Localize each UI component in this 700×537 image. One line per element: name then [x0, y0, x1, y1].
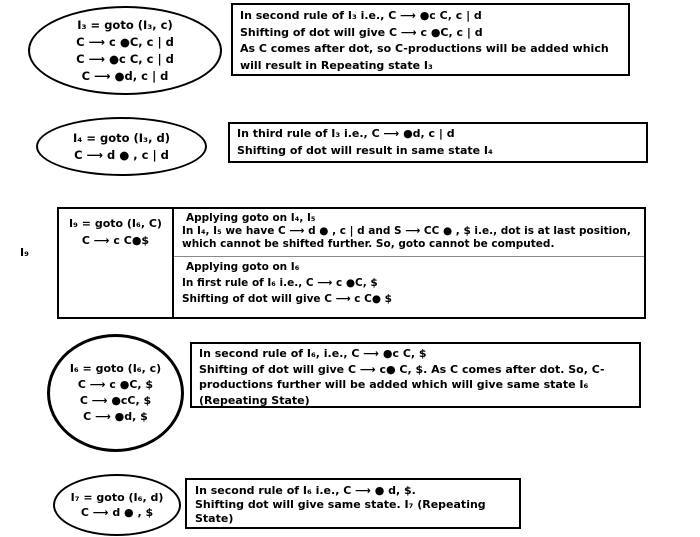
production-rule: C ⟶ c C●$ — [81, 234, 150, 247]
state-title: I₇ = goto (I₆, d) — [70, 491, 164, 504]
state-title: I₄ = goto (I₃, d) — [73, 130, 170, 145]
production-rule: C ⟶ d ● , c | d — [74, 147, 169, 162]
explanation-line: In second rule of I₃ i.e., C ⟶ ●c C, c | d — [240, 9, 482, 22]
state-title: I₆ = goto (I₆, c) — [69, 362, 162, 375]
state-ellipse-i7 — [53, 474, 181, 536]
explanation-line: As C comes after dot, so C-productions will be added which will result in Repeating state I₃ — [240, 42, 609, 72]
note-divider — [174, 256, 644, 257]
explanation-line: Shifting of dot will give C ⟶ c ●C, c | d — [240, 25, 483, 39]
state-circle-i6 — [47, 334, 184, 452]
explanation-line: In third rule of I₃ i.e., C ⟶ ●d, c | d — [237, 127, 455, 140]
explanation-box-i3 — [231, 3, 630, 76]
explanation-cell-i9 — [174, 209, 644, 317]
production-rule: C ⟶ ●cC, $ — [79, 394, 152, 407]
state-table-i9 — [57, 207, 646, 319]
explanation-line: In I₄, I₅ we have C ⟶ d ● , c | d and S ⟶ CC ● , $ i.e., dot is at last position, which cannot be shifted further. So, goto cannot be computed. — [182, 225, 631, 250]
explanation-line: Shifting of dot will result in same state I₄ — [237, 144, 493, 157]
explanation-line: In second rule of I₆ i.e., C ⟶ ● d, $. — [195, 484, 416, 497]
explanation-box-i7 — [185, 478, 521, 529]
explanation-line: In second rule of I₆, i.e., C ⟶ ●c C, $ — [199, 347, 427, 360]
production-rule: C ⟶ ●c C, c | d — [76, 51, 174, 66]
production-rule: C ⟶ c ●C, $ — [77, 378, 154, 391]
production-rule: C ⟶ d ● , $ — [80, 506, 154, 519]
production-rule: C ⟶ ●d, c | d — [81, 68, 169, 83]
state-ellipse-i4 — [36, 117, 207, 176]
explanation-line: (Repeating State) — [199, 393, 310, 407]
state-title: I₉ = goto (I₆, C) — [69, 217, 162, 230]
explanation-line: Applying goto on I₆ — [186, 261, 300, 273]
state-ellipse-i3 — [28, 6, 222, 95]
explanation-line: Shifting of dot will give C ⟶ c● C, $. As C comes after dot. So, C-productions further will be added which will give same state I₆ — [199, 362, 605, 391]
state-title: I₃ = goto (I₃, c) — [77, 17, 173, 32]
explanation-box-i4 — [228, 122, 648, 163]
explanation-box-i6 — [190, 342, 641, 408]
production-rule: C ⟶ ●d, $ — [83, 410, 148, 423]
explanation-line: Shifting of dot will give C ⟶ c C● $ — [182, 293, 392, 305]
explanation-line: Applying goto on I₄, I₅ — [186, 212, 316, 224]
state-cell-i9 — [59, 209, 174, 317]
production-rule: C ⟶ c ●C, c | d — [76, 34, 174, 49]
explanation-line: Shifting dot will give same state. I₇ (Repeating State) — [195, 498, 486, 525]
state-label-i9: I₉ — [20, 246, 29, 259]
explanation-line: In first rule of I₆ i.e., C ⟶ c ●C, $ — [182, 277, 378, 289]
